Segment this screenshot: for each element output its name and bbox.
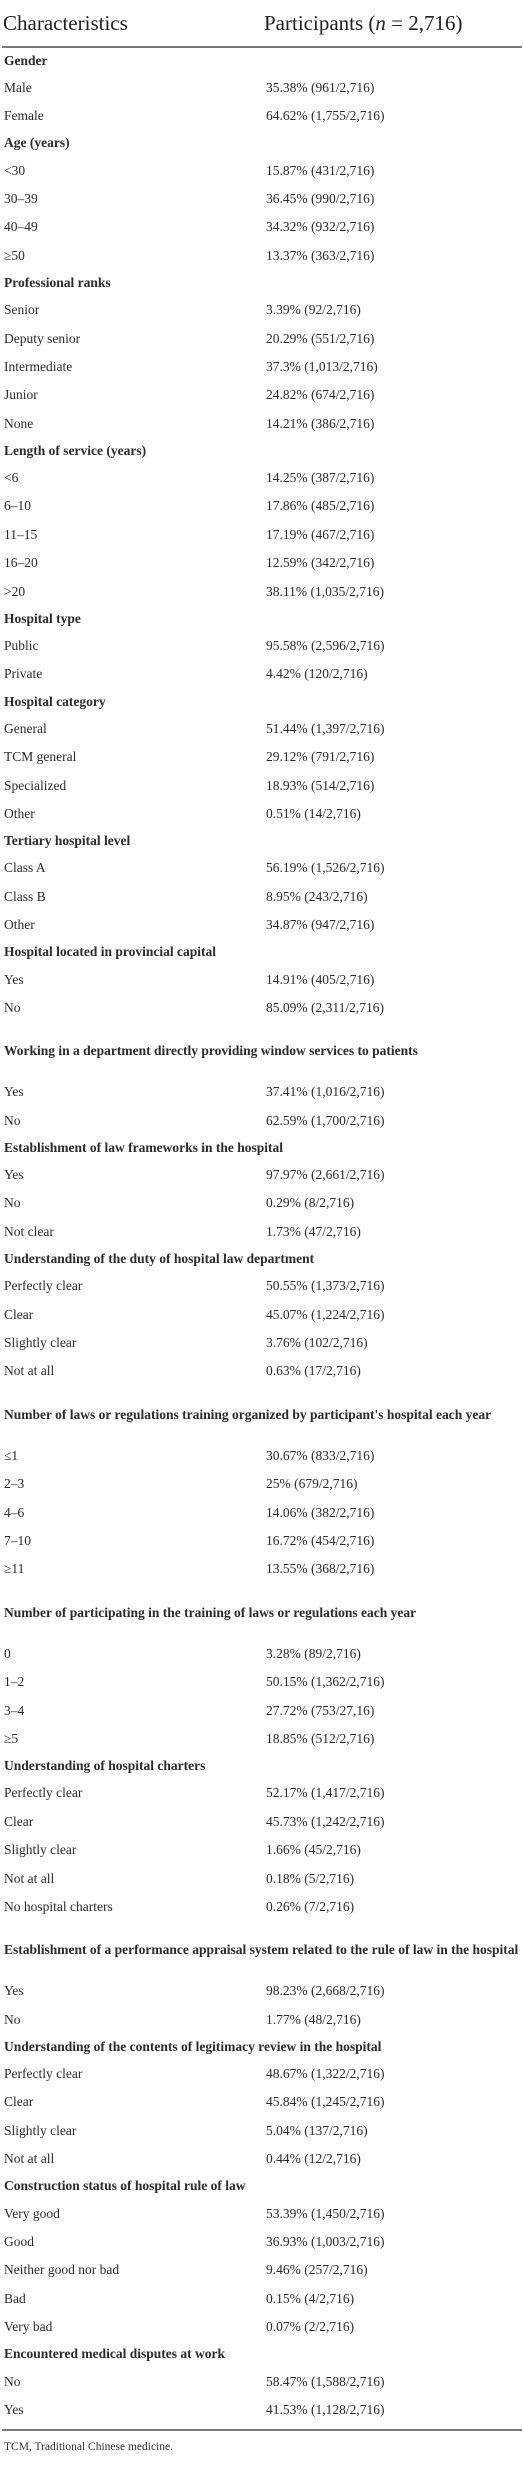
row-label: Other <box>4 805 35 821</box>
row-value: 64.62% (1,755/2,716) <box>266 108 385 124</box>
section-heading <box>2 2034 522 2060</box>
row-label: 1–2 <box>4 1674 25 1690</box>
row-label: <6 <box>4 470 19 486</box>
row-value: 14.91% (405/2,716) <box>266 971 375 987</box>
table-row <box>2 2117 522 2145</box>
row-value: 1.73% (47/2,716) <box>266 1223 361 1239</box>
section-heading <box>2 270 522 296</box>
row-label: No hospital charters <box>4 1898 113 1914</box>
row-value: 41.53% (1,128/2,716) <box>266 2401 385 2417</box>
row-value: 34.32% (932/2,716) <box>266 219 375 235</box>
table-row <box>2 883 522 911</box>
section-title: Hospital type <box>4 610 81 626</box>
row-label: Perfectly clear <box>4 1785 83 1801</box>
row-label: Not clear <box>4 1223 54 1239</box>
section-title: Establishment of a performance appraisal system related to the rule of law in the hospital <box>4 1942 519 1958</box>
table-row <box>2 994 522 1022</box>
row-label: Very good <box>4 2205 60 2221</box>
row-value: 85.09% (2,311/2,716) <box>266 999 384 1015</box>
row-label: Bad <box>4 2290 26 2306</box>
row-value: 62.59% (1,700/2,716) <box>266 1112 385 1128</box>
row-label: >20 <box>4 583 26 599</box>
row-value: 27.72% (753/27,16) <box>266 1702 375 1718</box>
table-row <box>2 2368 522 2396</box>
table-row <box>2 966 522 994</box>
row-value: 0.18% (5/2,716) <box>266 1870 355 1886</box>
row-label: Intermediate <box>4 358 73 374</box>
row-label: No <box>4 1112 21 1128</box>
table-row <box>2 296 522 324</box>
table-row <box>2 772 522 800</box>
row-value: 3.76% (102/2,716) <box>266 1335 368 1351</box>
table-row <box>2 1273 522 1301</box>
row-label: Female <box>4 108 44 124</box>
row-label: Deputy senior <box>4 330 81 346</box>
table-row <box>2 1301 522 1329</box>
row-label: Perfectly clear <box>4 1278 83 1294</box>
row-label: Clear <box>4 1813 34 1829</box>
section-title: Hospital located in provincial capital <box>4 944 217 960</box>
row-value: 0.63% (17/2,716) <box>266 1363 361 1379</box>
row-value: 37.41% (1,016/2,716) <box>266 1084 385 1100</box>
table-body <box>2 48 522 2425</box>
row-value: 14.21% (386/2,716) <box>266 415 375 431</box>
section-heading <box>2 689 522 715</box>
row-value: 36.93% (1,003/2,716) <box>266 2234 385 2250</box>
row-label: ≥50 <box>4 247 25 263</box>
table-row <box>2 715 522 743</box>
table-row <box>2 464 522 492</box>
row-value: 18.85% (512/2,716) <box>266 1730 375 1746</box>
table-row <box>2 1079 522 1107</box>
row-value: 98.23% (2,668/2,716) <box>266 1983 385 1999</box>
section-title: Hospital category <box>4 693 106 709</box>
row-label: 7–10 <box>4 1533 31 1548</box>
row-value: 29.12% (791/2,716) <box>266 749 375 765</box>
section-title: Understanding of hospital charters <box>4 1758 206 1774</box>
row-label: None <box>4 415 34 431</box>
row-label: Yes <box>4 971 24 987</box>
row-value: 35.38% (961/2,716) <box>266 79 375 95</box>
row-label: 11–15 <box>4 526 38 542</box>
section-heading <box>2 1922 522 1978</box>
row-value: 25% (679/2,716) <box>266 1476 358 1492</box>
table-row <box>2 855 522 883</box>
section-title: Number of participating in the training of laws or regulations each year <box>4 1604 417 1620</box>
section-heading <box>2 1386 522 1442</box>
row-value: 53.39% (1,450/2,716) <box>266 2205 385 2221</box>
section-title: Number of laws or regulations training organized by participant's hospital each year <box>4 1406 492 1422</box>
row-label: General <box>4 720 47 736</box>
row-label: 16–20 <box>4 555 38 571</box>
row-label: Slightly clear <box>4 1842 77 1858</box>
table-row <box>2 1442 522 1470</box>
section-heading <box>2 1247 522 1273</box>
row-value: 16.72% (454/2,716) <box>266 1533 375 1548</box>
table-row <box>2 1527 522 1555</box>
section-heading <box>2 438 522 464</box>
row-label: Yes <box>4 1167 24 1183</box>
table-row <box>2 1865 522 1893</box>
header-participants: Participants (n = 2,716) <box>264 11 463 35</box>
row-label: No <box>4 1195 21 1211</box>
row-label: Other <box>4 917 35 933</box>
table-row <box>2 493 522 521</box>
table-row <box>2 1107 522 1135</box>
table-row <box>2 242 522 270</box>
section-heading <box>2 2174 522 2200</box>
row-value: 14.06% (382/2,716) <box>266 1504 375 1520</box>
table-row <box>2 1470 522 1498</box>
row-label: TCM general <box>4 749 77 765</box>
row-value: 15.87% (431/2,716) <box>266 162 375 178</box>
table-row <box>2 2200 522 2228</box>
row-label: ≥11 <box>4 1561 25 1577</box>
section-title: Length of service (years) <box>4 442 147 458</box>
row-value: 12.59% (342/2,716) <box>266 555 375 571</box>
table-row <box>2 2006 522 2034</box>
section-heading <box>2 829 522 855</box>
row-value: 5.04% (137/2,716) <box>266 2122 368 2138</box>
section-heading <box>2 1754 522 1780</box>
row-label: Not at all <box>4 1870 55 1886</box>
row-label: Specialized <box>4 777 67 793</box>
row-label: Class A <box>4 860 46 876</box>
row-label: Good <box>4 2234 34 2250</box>
section-title: Understanding of the duty of hospital law department <box>4 1251 315 1267</box>
row-value: 1.77% (48/2,716) <box>266 2011 361 2027</box>
row-value: 0.51% (14/2,716) <box>266 805 361 821</box>
row-value: 45.73% (1,242/2,716) <box>266 1813 385 1829</box>
table-row <box>2 74 522 102</box>
table-row <box>2 549 522 577</box>
section-heading <box>2 1584 522 1640</box>
row-label: Neither good nor bad <box>4 2262 120 2278</box>
table-row <box>2 1329 522 1357</box>
table-row <box>2 911 522 939</box>
section-heading <box>2 48 522 74</box>
row-value: 0.15% (4/2,716) <box>266 2290 355 2306</box>
section-heading <box>2 1135 522 1161</box>
table-row <box>2 325 522 353</box>
table-row <box>2 1893 522 1921</box>
row-value: 1.66% (45/2,716) <box>266 1842 361 1858</box>
row-value: 48.67% (1,322/2,716) <box>266 2066 385 2082</box>
row-label: Yes <box>4 1084 24 1100</box>
table-row <box>2 1725 522 1753</box>
row-value: 38.11% (1,035/2,716) <box>266 583 384 599</box>
table-row <box>2 1978 522 2006</box>
row-value: 24.82% (674/2,716) <box>266 387 375 403</box>
row-value: 4.42% (120/2,716) <box>266 666 368 682</box>
section-heading <box>2 940 522 966</box>
row-label: No <box>4 999 21 1015</box>
table-row <box>2 2257 522 2285</box>
row-label: Yes <box>4 2401 24 2417</box>
row-value: 0.29% (8/2,716) <box>266 1195 355 1211</box>
row-label: 0 <box>4 1645 11 1661</box>
row-label: 4–6 <box>4 1504 25 1520</box>
row-label: Clear <box>4 1306 34 1322</box>
row-label: 6–10 <box>4 498 31 514</box>
row-value: 14.25% (387/2,716) <box>266 470 375 486</box>
row-label: 30–39 <box>4 190 38 206</box>
table-row <box>2 1218 522 1246</box>
row-value: 30.67% (833/2,716) <box>266 1447 375 1463</box>
table-row <box>2 1668 522 1696</box>
table-row <box>2 214 522 242</box>
section-title: Professional ranks <box>4 274 111 290</box>
table-row <box>2 632 522 660</box>
table-row <box>2 578 522 606</box>
row-value: 37.3% (1,013/2,716) <box>266 358 378 374</box>
table-row <box>2 1161 522 1189</box>
table-row <box>2 1697 522 1725</box>
row-label: Perfectly clear <box>4 2066 83 2082</box>
section-title: Understanding of the contents of legitimacy review in the hospital <box>4 2038 382 2054</box>
row-value: 45.07% (1,224/2,716) <box>266 1306 385 1322</box>
row-value: 95.58% (2,596/2,716) <box>266 638 385 654</box>
row-value: 58.47% (1,588/2,716) <box>266 2373 385 2389</box>
row-value: 36.45% (990/2,716) <box>266 190 375 206</box>
row-value: 45.84% (1,245/2,716) <box>266 2094 385 2110</box>
table-row <box>2 2089 522 2117</box>
table-row <box>2 1808 522 1836</box>
row-label: Very bad <box>4 2319 53 2335</box>
section-title: Working in a department directly providing window services to patients <box>4 1043 418 1059</box>
table-row <box>2 2145 522 2173</box>
section-heading <box>2 131 522 157</box>
row-value: 51.44% (1,397/2,716) <box>266 720 385 736</box>
table-footnote: TCM, Traditional Chinese medicine. <box>4 2440 173 2453</box>
row-label: Slightly clear <box>4 1335 77 1351</box>
row-value: 3.39% (92/2,716) <box>266 302 361 318</box>
bottom-rule <box>2 2429 522 2431</box>
row-value: 13.37% (363/2,716) <box>266 247 375 263</box>
row-value: 0.07% (2/2,716) <box>266 2319 355 2335</box>
table-row <box>2 521 522 549</box>
table-row <box>2 661 522 689</box>
section-heading <box>2 606 522 632</box>
section-heading <box>2 2342 522 2368</box>
row-value: 13.55% (368/2,716) <box>266 1561 375 1577</box>
section-title: Construction status of hospital rule of law <box>4 2178 246 2194</box>
row-value: 50.15% (1,362/2,716) <box>266 1674 385 1690</box>
row-value: 18.93% (514/2,716) <box>266 777 375 793</box>
table-row <box>2 1190 522 1218</box>
table-row <box>2 1640 522 1668</box>
table-row <box>2 1556 522 1584</box>
table-row <box>2 2060 522 2088</box>
row-label: Class B <box>4 888 46 904</box>
row-label: Not at all <box>4 2151 55 2167</box>
row-value: 0.44% (12/2,716) <box>266 2151 361 2167</box>
row-value: 34.87% (947/2,716) <box>266 917 375 933</box>
row-label: Slightly clear <box>4 2122 77 2138</box>
row-value: 9.46% (257/2,716) <box>266 2262 368 2278</box>
row-value: 17.19% (467/2,716) <box>266 526 375 542</box>
table-row <box>2 1358 522 1386</box>
table-row <box>2 353 522 381</box>
table-row <box>2 185 522 213</box>
row-label: No <box>4 2373 21 2389</box>
table-row <box>2 1499 522 1527</box>
row-label: Yes <box>4 1983 24 1999</box>
header-characteristics: Characteristics <box>3 11 128 35</box>
row-value: 0.26% (7/2,716) <box>266 1898 355 1914</box>
section-title: Encountered medical disputes at work <box>4 2346 226 2362</box>
table-row <box>2 102 522 130</box>
row-label: Not at all <box>4 1363 55 1379</box>
table-row <box>2 157 522 185</box>
row-label: 2–3 <box>4 1476 25 1492</box>
table-row <box>2 743 522 771</box>
row-label: Senior <box>4 302 40 318</box>
section-title: Tertiary hospital level <box>4 833 131 849</box>
table-row <box>2 1836 522 1864</box>
table-row <box>2 2228 522 2256</box>
row-value: 97.97% (2,661/2,716) <box>266 1167 385 1183</box>
table-row <box>2 2285 522 2313</box>
section-heading <box>2 1023 522 1079</box>
row-value: 17.86% (485/2,716) <box>266 498 375 514</box>
row-label: Private <box>4 666 43 682</box>
table-row <box>2 1780 522 1808</box>
row-label: Junior <box>4 387 38 403</box>
row-value: 56.19% (1,526/2,716) <box>266 860 385 876</box>
row-label: 40–49 <box>4 219 38 235</box>
table-header <box>2 0 522 36</box>
row-label: Male <box>4 79 32 95</box>
section-title: Gender <box>4 52 48 68</box>
row-label: ≥5 <box>4 1730 19 1746</box>
row-label: Public <box>4 638 39 654</box>
row-label: ≤1 <box>4 1447 19 1463</box>
row-label: Clear <box>4 2094 34 2110</box>
row-value: 8.95% (243/2,716) <box>266 888 368 904</box>
table-row <box>2 2313 522 2341</box>
row-label: No <box>4 2011 21 2027</box>
row-value: 20.29% (551/2,716) <box>266 330 375 346</box>
table-row <box>2 410 522 438</box>
row-value: 52.17% (1,417/2,716) <box>266 1785 385 1801</box>
row-label: 3–4 <box>4 1702 25 1718</box>
section-title: Age (years) <box>4 135 70 151</box>
row-label: <30 <box>4 162 26 178</box>
section-title: Establishment of law frameworks in the hospital <box>4 1139 284 1155</box>
table-row <box>2 382 522 410</box>
table-row <box>2 800 522 828</box>
table-row <box>2 2396 522 2424</box>
row-value: 50.55% (1,373/2,716) <box>266 1278 385 1294</box>
row-value: 3.28% (89/2,716) <box>266 1645 361 1661</box>
